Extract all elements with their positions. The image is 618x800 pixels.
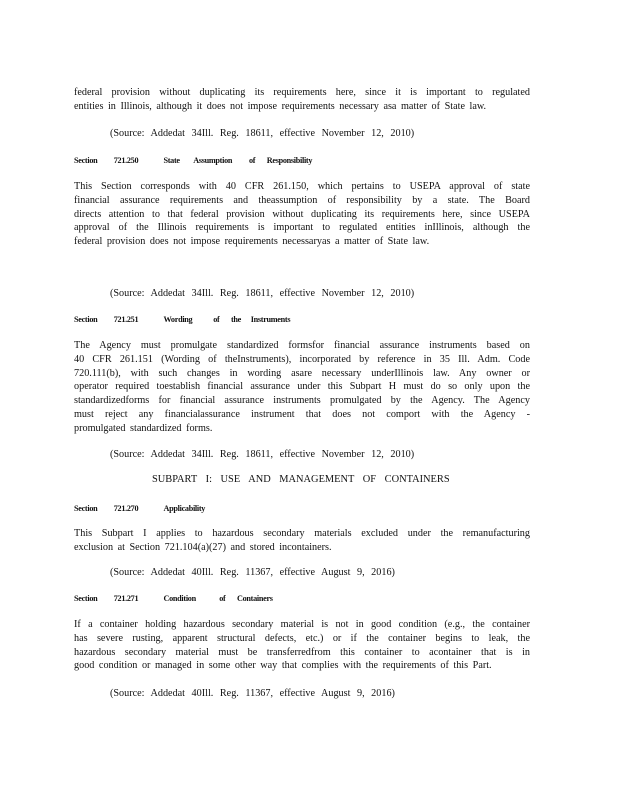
source-note: (Source: Addedat 40Ill. Reg. 11367, effective August 9, 2016) <box>110 688 395 699</box>
text-line: must reject any financialassurance instrument that does not comport with the Agency - <box>74 408 530 420</box>
section-word: Section <box>74 594 98 603</box>
section-721-251-body <box>74 339 530 436</box>
section-title-word: Condition <box>163 594 196 603</box>
text-line: approval of the Illinois requirements is important to regulated entities inIllinois, although the <box>74 222 530 234</box>
text-line: hazardous secondary material must be transferredfrom this container to acontainer that is in <box>74 646 530 658</box>
section-title-word: Assumption <box>193 156 233 165</box>
section-heading-721-271 <box>74 593 273 604</box>
source-note: (Source: Addedat 34Ill. Reg. 18611, effective November 12, 2010) <box>110 449 415 460</box>
section-word: Section <box>74 156 98 165</box>
text-line: directs attention to that federal provision without duplicating its requirements here, since USEPA <box>74 208 530 220</box>
text-line: good condition or managed in some other way that complies with the requirements of this Part. <box>74 660 492 672</box>
source-note: (Source: Addedat 40Ill. Reg. 11367, effective August 9, 2016) <box>110 567 395 578</box>
text-line: If a container holding hazardous secondary material is not in good condition (e.g., the container <box>74 619 530 630</box>
section-title-word: the <box>231 315 242 324</box>
section-title-word: of <box>249 156 256 165</box>
text-line: 720.111(b), with such changes in wording asare necessary underIllinois law. Any owner or <box>74 367 530 379</box>
section-heading-721-250 <box>74 155 312 166</box>
text-line: This Section corresponds with 40 CFR 261.150, which pertains to USEPA approval of state <box>74 181 530 192</box>
text-line: has severe rusting, apparent structural defects, etc.) or if the container begins to leak, the <box>74 632 530 644</box>
section-number: 721.271 <box>113 594 139 603</box>
text-line: The Agency must promulgate standardized formsfor financial assurance instruments based on <box>74 340 530 351</box>
subpart-heading: SUBPART I: USE AND MANAGEMENT OF CONTAINERS <box>152 474 450 485</box>
paragraph-continuation <box>74 86 530 114</box>
section-title-word: Applicability <box>163 504 206 513</box>
section-title-word: Wording <box>163 315 193 324</box>
section-title-word: Responsibility <box>266 156 313 165</box>
text-line: promulgated standardized forms. <box>74 422 213 434</box>
source-note: (Source: Addedat 34Ill. Reg. 18611, effective November 12, 2010) <box>110 128 415 139</box>
section-number: 721.251 <box>113 315 139 324</box>
section-title-word: of <box>219 594 226 603</box>
section-number: 721.250 <box>113 156 139 165</box>
text-line: standardizedforms for financial assurance instruments promulgated by the Agency. The Agency <box>74 395 530 407</box>
section-title-word: State <box>163 156 180 165</box>
text-line: federal provision without duplicating its requirements here, since it is important to regulated <box>74 87 530 98</box>
source-note: (Source: Addedat 34Ill. Reg. 18611, effective November 12, 2010) <box>110 288 415 299</box>
text-line: federal provision does not impose requirements necessaryas a matter of State law. <box>74 236 430 248</box>
section-721-270-body <box>74 527 530 555</box>
section-721-250-body <box>74 180 530 249</box>
section-number: 721.270 <box>113 504 139 513</box>
section-title-word: Containers <box>237 594 273 603</box>
section-word: Section <box>74 504 98 513</box>
text-line: 40 CFR 261.151 (Wording of theInstruments), incorporated by reference in 35 Ill. Adm. Code <box>74 353 530 365</box>
section-word: Section <box>74 315 98 324</box>
text-line: financial assurance requirements and theassumption of responsibility by a state. The Board <box>74 194 530 206</box>
section-heading-721-270 <box>74 503 205 514</box>
text-line: operator required toestablish financial assurance under this Subpart H must do so only upon the <box>74 381 530 393</box>
text-line: entities in Illinois, although it does not impose requirements necessary asa matter of State law. <box>74 100 487 112</box>
text-line: This Subpart I applies to hazardous secondary materials excluded under the remanufacturing <box>74 528 530 539</box>
section-heading-721-251 <box>74 314 290 325</box>
section-title-word: Instruments <box>250 315 291 324</box>
text-line: exclusion at Section 721.104(a)(27) and stored incontainers. <box>74 541 332 553</box>
section-title-word: of <box>213 315 220 324</box>
section-721-271-body <box>74 618 530 673</box>
